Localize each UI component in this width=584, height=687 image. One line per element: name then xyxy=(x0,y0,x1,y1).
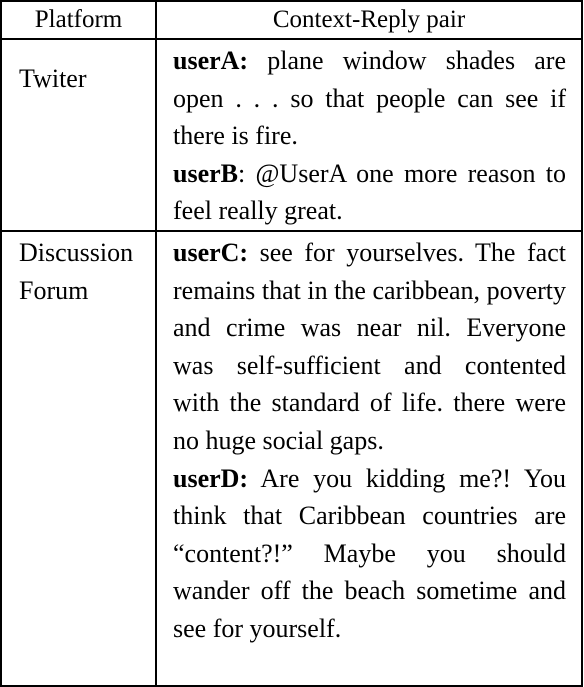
pair-cell xyxy=(156,39,582,231)
turn xyxy=(173,155,566,230)
username: userA: xyxy=(173,46,249,75)
message-text: see for yourselves. The fact remains that in the caribbean, poverty and crime was near nil. Everyone was self-sufficient and contented with the standard of life. there were no huge social gaps. xyxy=(173,237,566,455)
platform-label: Discussion Forum xyxy=(19,237,134,305)
message-text: plane window shades are open . . . so that people can see if there is fire. xyxy=(173,46,566,151)
message-text: Are you kidding me?! You think that Caribbean countries are “content?!” Maybe you should wander off the beach sometime and see for yourself. xyxy=(173,463,566,643)
username: userC: xyxy=(173,237,249,267)
pair-cell xyxy=(156,231,582,686)
turn xyxy=(173,42,566,155)
username: userD: xyxy=(173,463,249,493)
table-row xyxy=(1,39,582,231)
conversation xyxy=(157,40,581,230)
platform-cell xyxy=(1,39,156,231)
header-context-reply-pair: Context-Reply pair xyxy=(156,1,582,39)
header-platform: Platform xyxy=(1,1,156,39)
header-row xyxy=(1,1,582,39)
turn xyxy=(173,234,566,460)
platform-label: Twiter xyxy=(19,64,87,93)
username: userB xyxy=(173,158,238,188)
table-row xyxy=(1,231,582,686)
platform-cell xyxy=(1,231,156,686)
message-text: : @UserA one more reason to feel really great. xyxy=(173,158,566,226)
conversation xyxy=(157,232,581,648)
turn xyxy=(173,460,566,648)
